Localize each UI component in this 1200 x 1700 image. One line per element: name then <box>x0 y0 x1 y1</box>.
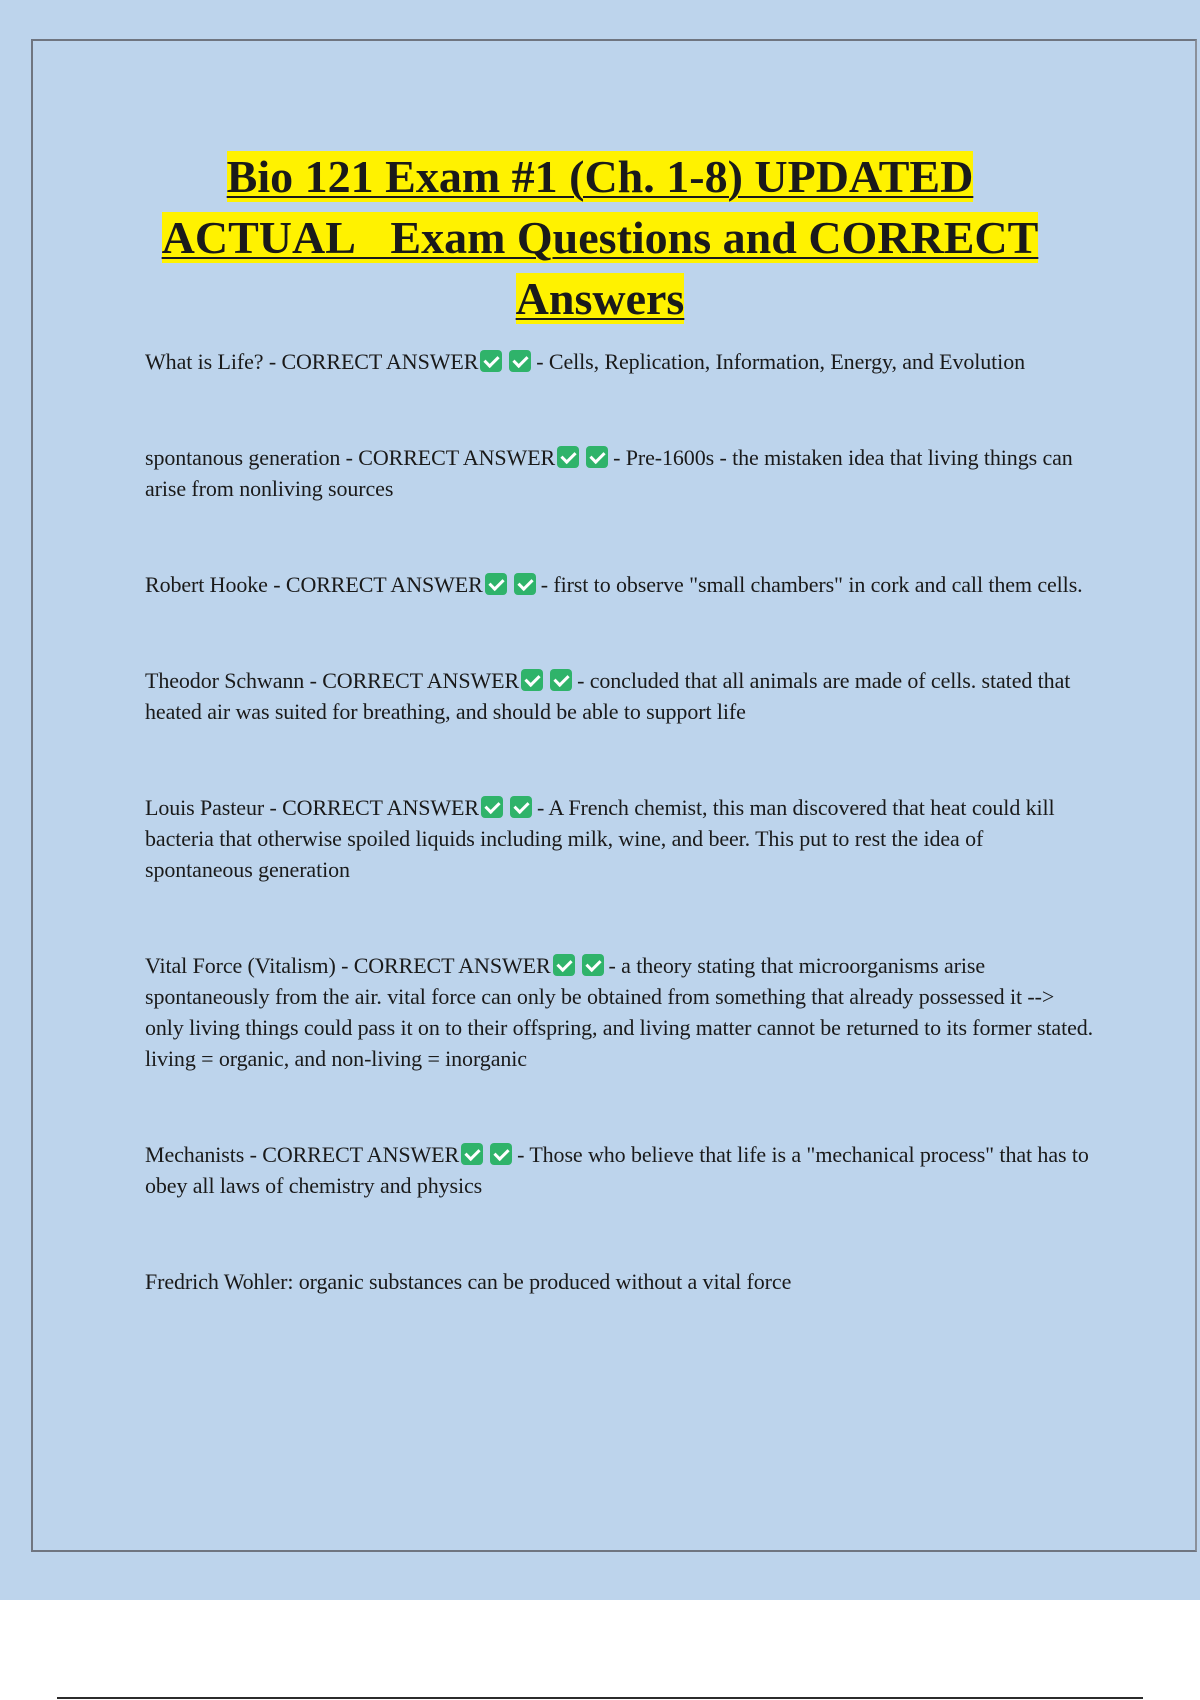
check-mark-icon <box>514 573 536 595</box>
check-mark-icon <box>510 796 532 818</box>
qa-term: Vital Force (Vitalism) <box>145 953 336 978</box>
bottom-rule <box>57 1697 1143 1699</box>
check-mark-icon <box>550 669 572 691</box>
qa-term: What is Life? <box>145 349 264 374</box>
qa-list <box>145 346 1095 1297</box>
qa-definition: - Pre-1600s - the mistaken idea that living things can arise from nonliving sources <box>145 445 1073 501</box>
answer-label: - CORRECT ANSWER <box>304 668 520 693</box>
check-mark-icon <box>480 350 502 372</box>
qa-definition: - concluded that all animals are made of cells. stated that heated air was suited for breathing, and should be able to support life <box>145 668 1071 724</box>
title-line-2: ACTUAL Exam Questions and CORRECT <box>161 212 1039 263</box>
check-mark-icon <box>557 446 579 468</box>
qa-definition: - first to observe "small chambers" in cork and call them cells. <box>540 572 1083 597</box>
check-mark-icon <box>521 669 543 691</box>
qa-item <box>145 1139 1095 1201</box>
qa-term: spontanous generation <box>145 445 341 470</box>
qa-item <box>145 346 1095 377</box>
answer-label: - CORRECT ANSWER <box>263 349 479 374</box>
document-title <box>100 146 1100 329</box>
qa-term: Louis Pasteur <box>145 795 265 820</box>
qa-item <box>145 792 1095 885</box>
title-line-3: Answers <box>515 273 685 324</box>
qa-definition: - A French chemist, this man discovered that heat could kill bacteria that otherwise spoiled liquids including milk, wine, and beer. This put to rest the idea of spontaneous generation <box>145 795 1055 882</box>
check-mark-icon <box>481 796 503 818</box>
final-note: Fredrich Wohler: organic substances can be produced without a vital force <box>145 1269 792 1294</box>
qa-term: Robert Hooke <box>145 572 268 597</box>
answer-label: - CORRECT ANSWER <box>264 795 479 820</box>
check-mark-icon <box>485 573 507 595</box>
check-mark-icon <box>582 954 604 976</box>
answer-label: - CORRECT ANSWER <box>267 572 483 597</box>
check-mark-icon <box>490 1143 512 1165</box>
title-line-1: Bio 121 Exam #1 (Ch. 1-8) UPDATED <box>226 151 974 202</box>
qa-item <box>145 665 1095 727</box>
qa-definition: - a theory stating that microorganisms arise spontaneously from the air. vital force can only be obtained from something that already possessed it --> only living things could pass it on to their offspring, and living matter cannot be returned to its former stated. living = organic, and non-living = inorganic <box>145 953 1094 1071</box>
qa-definition: - Those who believe that life is a "mechanical process" that has to obey all laws of chemistry and physics <box>145 1142 1089 1198</box>
qa-term: Mechanists <box>145 1142 245 1167</box>
check-mark-icon <box>509 350 531 372</box>
qa-term: Theodor Schwann <box>145 668 305 693</box>
check-mark-icon <box>553 954 575 976</box>
qa-definition: - Cells, Replication, Information, Energy, and Evolution <box>536 349 1025 374</box>
qa-item <box>145 569 1095 600</box>
check-mark-icon <box>586 446 608 468</box>
qa-item <box>145 950 1095 1074</box>
answer-label: - CORRECT ANSWER <box>340 445 556 470</box>
check-mark-icon <box>461 1143 483 1165</box>
answer-label: - CORRECT ANSWER <box>244 1142 460 1167</box>
answer-label: - CORRECT ANSWER <box>335 953 551 978</box>
qa-item <box>145 442 1095 504</box>
